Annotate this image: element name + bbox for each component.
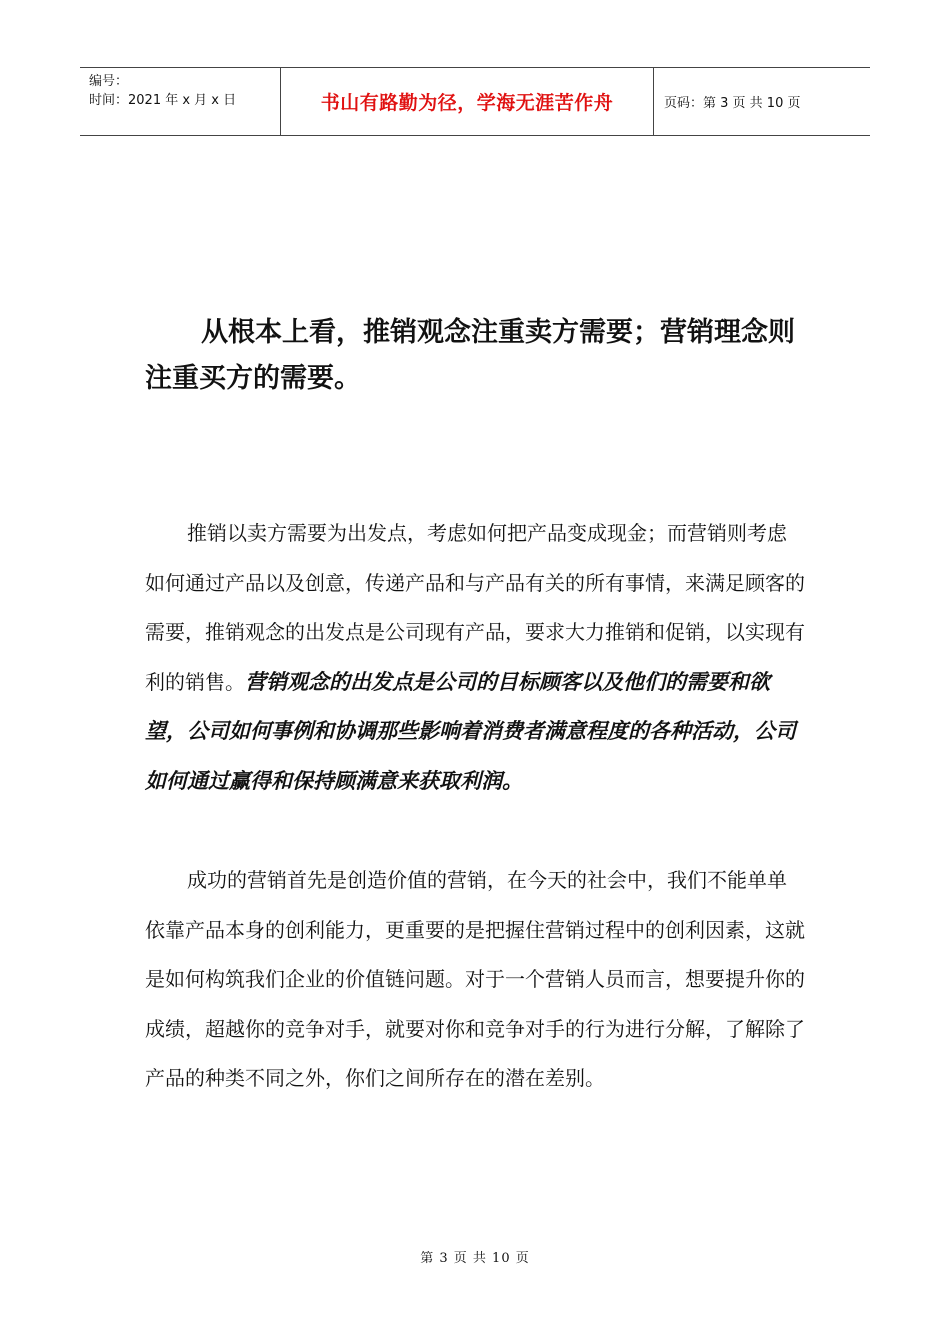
document-header (80, 67, 870, 136)
header-motto: 书山有路勤为径，学海无涯苦作舟 (281, 68, 654, 135)
document-time-label: 时间：2021 年 x 月 x 日 (89, 93, 237, 108)
paragraph-2: 成功的营销首先是创造价值的营销，在今天的社会中，我们不能单单依靠产品本身的创利能力，更重要的是把握住营销过程中的创利因素，这就是如何构筑我们企业的价值链问题。对于一个营销人员而言，想要提升你的成绩，超越你的竞争对手，就要对你和竞争对手的行为进行分解，了解除了产品的种类不同之外，你们之间所存在的潜在差别。 (145, 868, 805, 1090)
paragraph-1-text: 推销以卖方需要为出发点，考虑如何把产品变成现金；而营销则考虑如何通过产品以及创意，传递产品和与产品有关的所有事情，来满足顾客的需要，推销观念的出发点是公司现有产品，要求大力推销和促销，以实现有利的销售。 (145, 521, 805, 694)
header-page-info: 页码：第 3 页 共 10 页 (664, 96, 801, 111)
document-number-label: 编号： (89, 74, 129, 89)
section-heading: 从根本上看，推销观念注重卖方需要；营销理念则注重买方的需要。 (145, 317, 795, 394)
page-footer: 第 3 页 共 10 页 (420, 1251, 530, 1266)
paragraph-1-emphasis: 营销观念的出发点是公司的目标顾客以及他们的需要和欲望，公司如何事例和协调那些影响着消费者满意程度的各种活动，公司如何通过赢得和保持顾满意来获取利润。 (145, 669, 796, 793)
paragraph-1 (145, 509, 805, 806)
header-meta (80, 68, 281, 135)
